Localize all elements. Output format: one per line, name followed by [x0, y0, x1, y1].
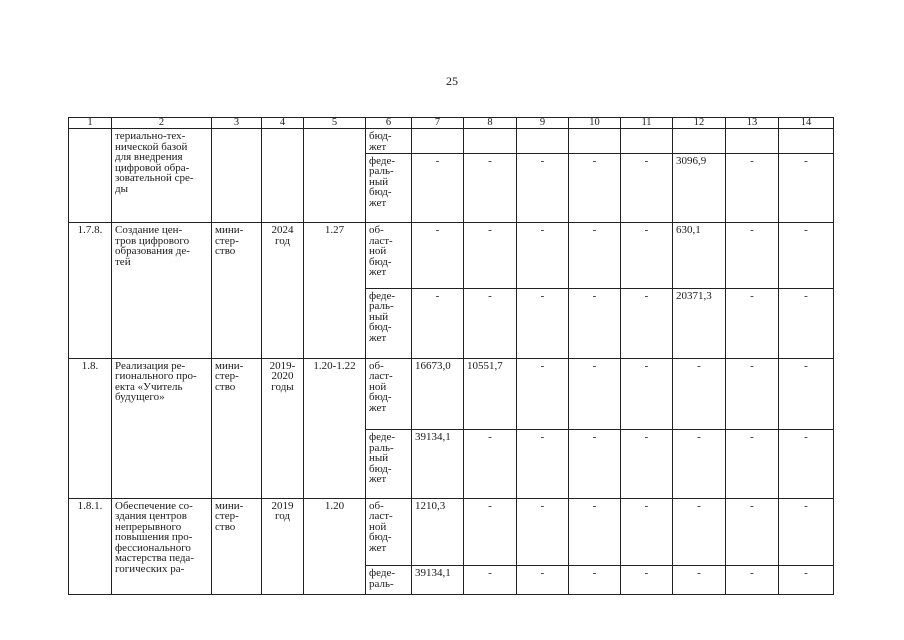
indicator — [304, 129, 366, 223]
funding-value: - — [673, 498, 726, 566]
period — [262, 129, 304, 223]
funding-value: - — [569, 566, 621, 595]
funding-value: - — [726, 153, 779, 223]
funding-value: 16673,0 — [412, 358, 464, 430]
funding-value: - — [412, 223, 464, 289]
funding-value: - — [517, 566, 569, 595]
funding-value — [779, 129, 834, 154]
item-number: 1.7.8. — [69, 223, 112, 358]
item-number: 1.8. — [69, 358, 112, 498]
funding-value: - — [569, 223, 621, 289]
executor: мини- стер- ство — [212, 498, 262, 594]
table-row — [69, 358, 834, 430]
item-number: 1.8.1. — [69, 498, 112, 594]
funding-value: - — [726, 498, 779, 566]
funding-source: феде- раль- ный бюд- жет — [366, 288, 412, 358]
period: 2024 год — [262, 223, 304, 358]
funding-value: - — [464, 288, 517, 358]
funding-value: - — [779, 358, 834, 430]
funding-source: феде- раль- ный бюд- жет — [366, 430, 412, 499]
funding-value: 10551,7 — [464, 358, 517, 430]
funding-value: - — [412, 288, 464, 358]
period: 2019 год — [262, 498, 304, 594]
funding-value: - — [569, 358, 621, 430]
indicator: 1.20 — [304, 498, 366, 594]
funding-value: - — [726, 223, 779, 289]
funding-source: об- ласт- ной бюд- жет — [366, 358, 412, 430]
item-name: Реализация ре- гионального про- екта «Учитель будущего» — [112, 358, 212, 498]
funding-value: - — [569, 153, 621, 223]
funding-value — [569, 129, 621, 154]
period: 2019- 2020 годы — [262, 358, 304, 498]
column-header: 6 — [366, 118, 412, 129]
funding-value: - — [673, 566, 726, 595]
column-header: 5 — [304, 118, 366, 129]
executor — [212, 129, 262, 223]
funding-value: 39134,1 — [412, 430, 464, 499]
item-name: Обеспечение со- здания центров непрерывного повышения про- фессионального мастерства педа- гогических ра- — [112, 498, 212, 594]
funding-value: - — [464, 430, 517, 499]
table-header-row — [69, 118, 834, 129]
funding-value: - — [464, 153, 517, 223]
funding-value: - — [621, 288, 673, 358]
indicator: 1.27 — [304, 223, 366, 358]
funding-value: - — [621, 430, 673, 499]
column-header: 9 — [517, 118, 569, 129]
table-row — [69, 129, 834, 154]
funding-value: - — [517, 358, 569, 430]
funding-value — [621, 129, 673, 154]
funding-value — [517, 129, 569, 154]
funding-value: - — [621, 223, 673, 289]
executor: мини- стер- ство — [212, 358, 262, 498]
funding-value: - — [779, 223, 834, 289]
column-header: 3 — [212, 118, 262, 129]
funding-value: - — [779, 153, 834, 223]
funding-value: - — [673, 358, 726, 430]
funding-value: - — [779, 430, 834, 499]
item-name: Создание цен- тров цифрового образования де- тей — [112, 223, 212, 358]
column-header: 10 — [569, 118, 621, 129]
funding-value: - — [517, 288, 569, 358]
column-header: 11 — [621, 118, 673, 129]
funding-source: об- ласт- ной бюд- жет — [366, 498, 412, 566]
column-header: 8 — [464, 118, 517, 129]
funding-value: - — [569, 288, 621, 358]
funding-value: - — [569, 498, 621, 566]
column-header: 1 — [69, 118, 112, 129]
funding-value: - — [779, 288, 834, 358]
funding-value: 39134,1 — [412, 566, 464, 595]
funding-value — [412, 129, 464, 154]
funding-value: - — [621, 153, 673, 223]
table-row — [69, 498, 834, 566]
funding-value: - — [779, 498, 834, 566]
funding-value — [726, 129, 779, 154]
funding-value: - — [517, 430, 569, 499]
funding-value: - — [517, 223, 569, 289]
funding-value: - — [621, 358, 673, 430]
funding-value: - — [779, 566, 834, 595]
funding-source: феде- раль- — [366, 566, 412, 595]
column-header: 12 — [673, 118, 726, 129]
funding-source: бюд- жет — [366, 129, 412, 154]
funding-value: - — [673, 430, 726, 499]
funding-value — [464, 129, 517, 154]
funding-source: феде- раль- ный бюд- жет — [366, 153, 412, 223]
funding-value: - — [621, 566, 673, 595]
funding-value: - — [517, 498, 569, 566]
funding-value: 630,1 — [673, 223, 726, 289]
funding-value: 1210,3 — [412, 498, 464, 566]
funding-value: - — [464, 566, 517, 595]
funding-value: 3096,9 — [673, 153, 726, 223]
funding-source: об- ласт- ной бюд- жет — [366, 223, 412, 289]
executor: мини- стер- ство — [212, 223, 262, 358]
column-header: 7 — [412, 118, 464, 129]
funding-value: - — [621, 498, 673, 566]
budget-table — [68, 117, 834, 595]
funding-value: - — [517, 153, 569, 223]
funding-value: - — [464, 223, 517, 289]
funding-value: - — [726, 358, 779, 430]
item-name: териально-тех- нической базой для внедрения цифровой обра- зовательной сре- ды — [112, 129, 212, 223]
item-number — [69, 129, 112, 223]
indicator: 1.20-1.22 — [304, 358, 366, 498]
funding-value — [673, 129, 726, 154]
column-header: 13 — [726, 118, 779, 129]
funding-value: - — [412, 153, 464, 223]
funding-value: - — [726, 288, 779, 358]
page-number: 25 — [446, 74, 458, 88]
funding-value: - — [464, 498, 517, 566]
funding-value: - — [569, 430, 621, 499]
column-header: 2 — [112, 118, 212, 129]
funding-value: - — [726, 430, 779, 499]
funding-value: - — [726, 566, 779, 595]
column-header: 4 — [262, 118, 304, 129]
column-header: 14 — [779, 118, 834, 129]
table-row — [69, 223, 834, 289]
funding-value: 20371,3 — [673, 288, 726, 358]
